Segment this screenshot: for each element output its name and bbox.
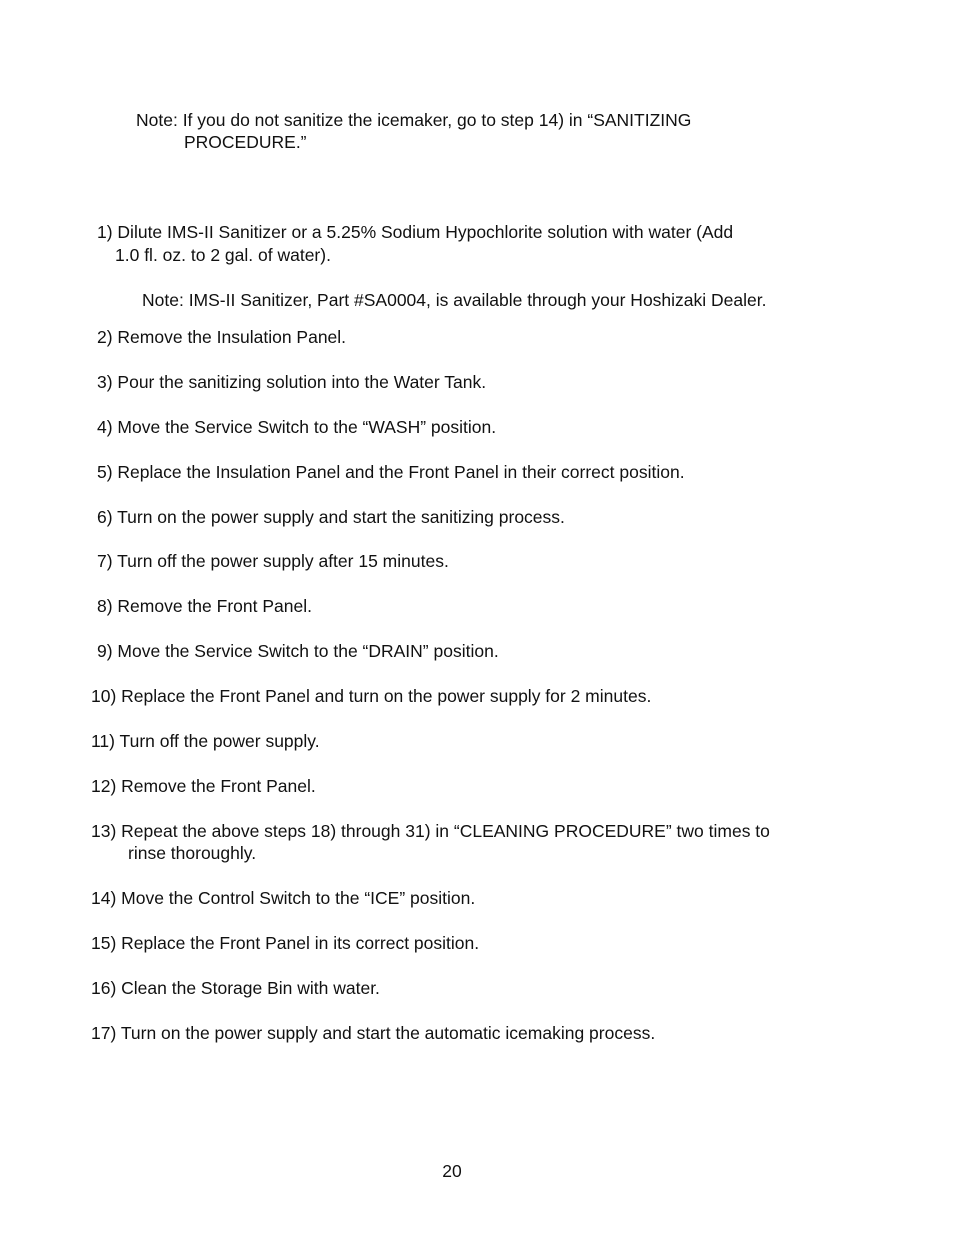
note-sanitizer-part: Note: IMS-II Sanitizer, Part #SA0004, is available through your Hoshizaki Dealer.: [142, 290, 767, 310]
step-15: 15) Replace the Front Panel in its correct position.: [91, 933, 480, 953]
page-number: 20: [442, 1161, 462, 1181]
step-9: 9) Move the Service Switch to the “DRAIN” position.: [97, 641, 499, 661]
step-13-line-1: 13) Repeat the above steps 18) through 31) in “CLEANING PROCEDURE” two times to: [91, 821, 770, 841]
step-10: 10) Replace the Front Panel and turn on the power supply for 2 minutes.: [91, 686, 652, 706]
note-skip-sanitize-line-1: Note: If you do not sanitize the icemaker, go to step 14) in “SANITIZING: [136, 110, 692, 130]
step-16: 16) Clean the Storage Bin with water.: [91, 978, 380, 998]
step-7: 7) Turn off the power supply after 15 minutes.: [97, 551, 449, 571]
step-1-line-1: 1) Dilute IMS-II Sanitizer or a 5.25% Sodium Hypochlorite solution with water (Add: [97, 222, 734, 242]
step-3: 3) Pour the sanitizing solution into the Water Tank.: [97, 372, 487, 392]
step-14: 14) Move the Control Switch to the “ICE” position.: [91, 888, 476, 908]
step-2: 2) Remove the Insulation Panel.: [97, 327, 347, 347]
step-8: 8) Remove the Front Panel.: [97, 596, 312, 616]
step-4: 4) Move the Service Switch to the “WASH” position.: [97, 417, 497, 437]
step-12: 12) Remove the Front Panel.: [91, 776, 316, 796]
step-11: 11) Turn off the power supply.: [91, 731, 320, 751]
step-13-line-2: rinse thoroughly.: [128, 843, 257, 863]
step-1-line-2: 1.0 fl. oz. to 2 gal. of water).: [115, 245, 331, 265]
step-17: 17) Turn on the power supply and start the automatic icemaking process.: [91, 1023, 656, 1043]
note-skip-sanitize-line-2: PROCEDURE.”: [184, 132, 307, 152]
step-6: 6) Turn on the power supply and start the sanitizing process.: [97, 507, 565, 527]
step-5: 5) Replace the Insulation Panel and the Front Panel in their correct position.: [97, 462, 685, 482]
